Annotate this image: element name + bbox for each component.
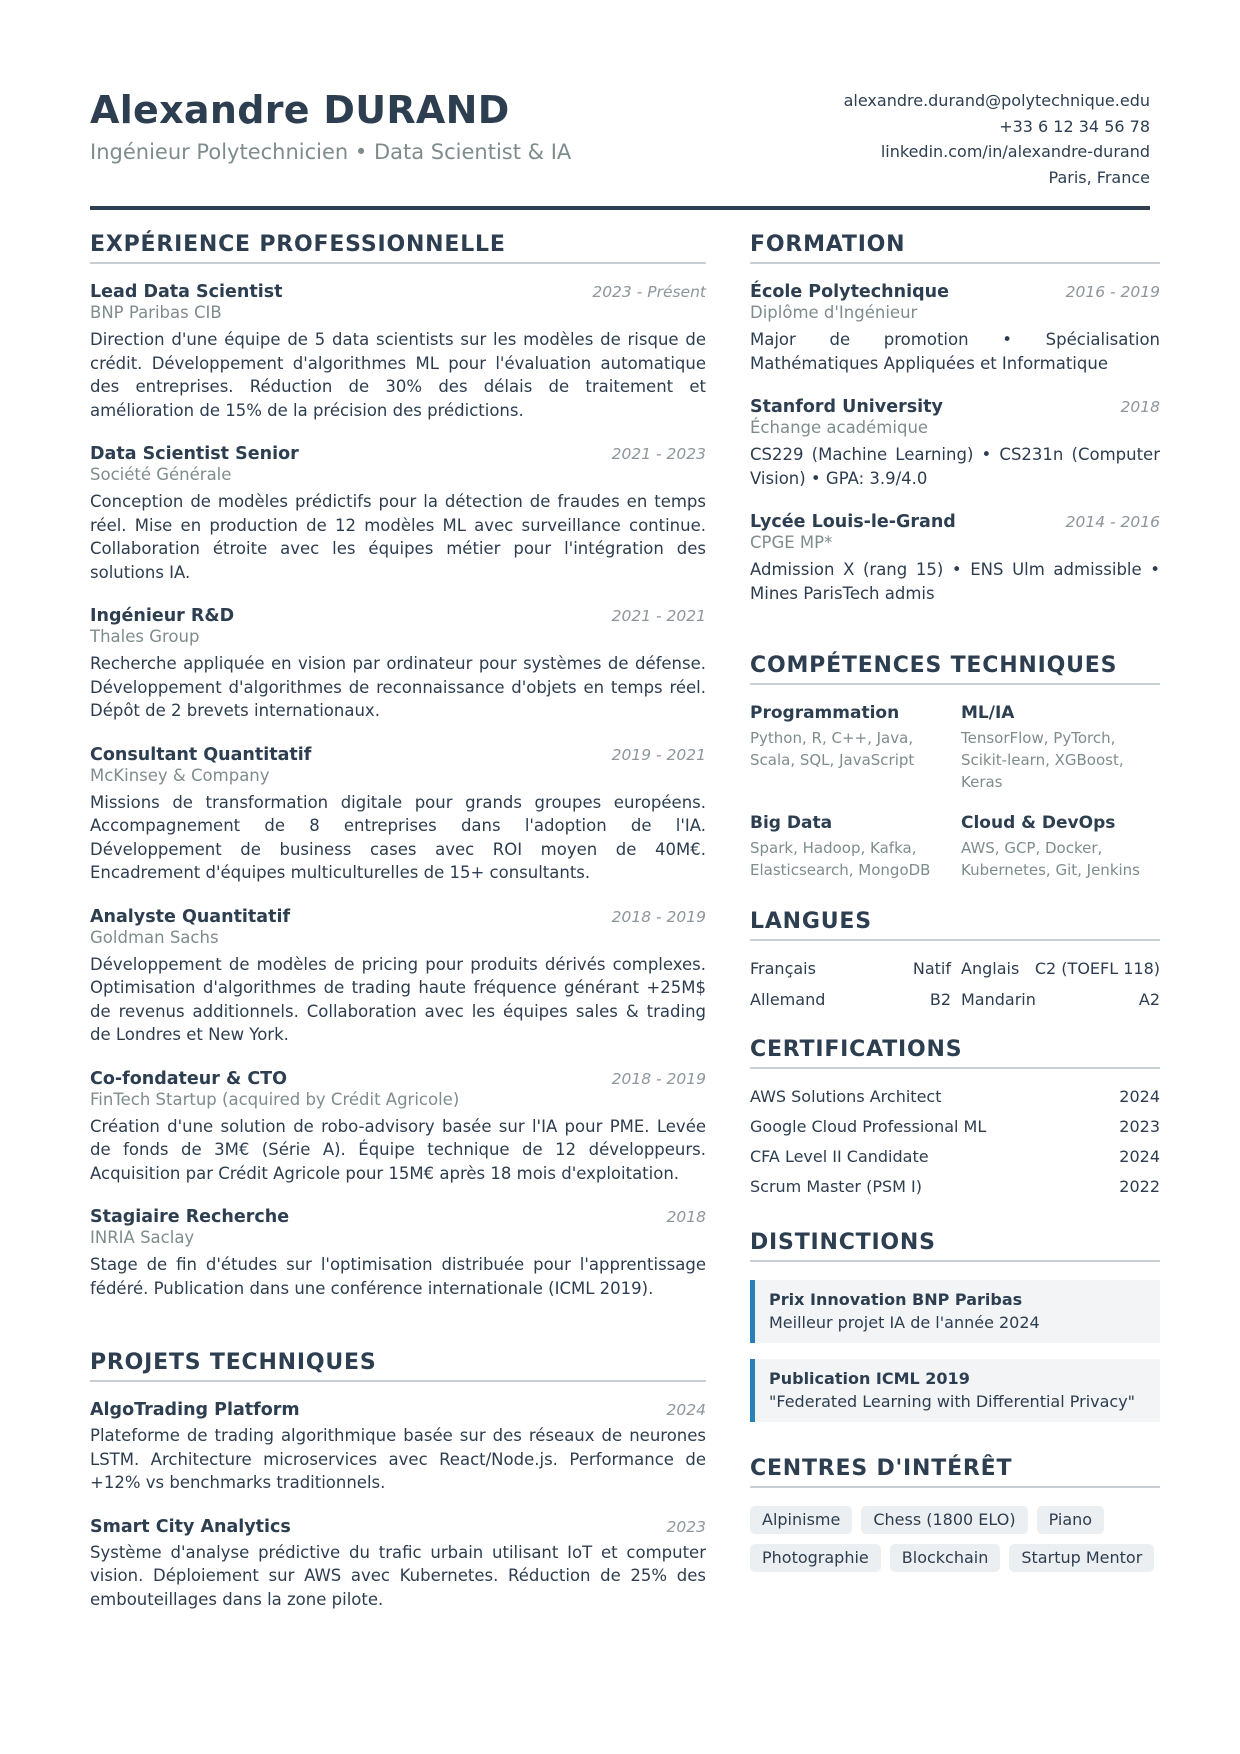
experience-dates: 2021 - 2021 <box>611 607 706 625</box>
language-item <box>750 959 961 978</box>
education-degree: Diplôme d'Ingénieur <box>750 303 918 322</box>
experience-role: Stagiaire Recherche <box>90 1207 290 1227</box>
education-school: École Polytechnique <box>750 282 949 302</box>
experience-entry <box>90 907 706 1047</box>
skill-category: ML/IA <box>961 703 1015 723</box>
language-item <box>961 990 1160 1009</box>
experience-entry <box>90 745 706 885</box>
experience-company: McKinsey & Company <box>90 765 270 785</box>
experience-entry <box>90 444 706 584</box>
experience-company: Goldman Sachs <box>90 927 219 947</box>
certification-name: CFA Level II Candidate <box>750 1147 929 1166</box>
experience-dates: 2023 - Présent <box>592 283 706 301</box>
experience-dates: 2019 - 2021 <box>611 745 706 764</box>
education-description: CS229 (Machine Learning) • CS231n (Computer Vision) • GPA: 3.9/4.0 <box>750 445 1160 488</box>
experience-entry <box>90 1207 706 1300</box>
project-description: Plateforme de trading algorithmique basée sur des réseaux de neurones LSTM. Architecture microservices avec React/Node.js. Performance de +12% vs benchmarks traditionnels. <box>90 1426 706 1492</box>
experience-role: Co-fondateur & CTO <box>90 1068 287 1089</box>
interest-tag: Chess (1800 ELO) <box>861 1506 1027 1534</box>
candidate-name: Alexandre DURAND <box>90 88 510 132</box>
experience-section-title: EXPÉRIENCE PROFESSIONNELLE <box>90 232 706 264</box>
experience-dates: 2018 - 2019 <box>611 1069 706 1088</box>
language-item <box>961 959 1160 978</box>
certification-item <box>750 1087 1160 1106</box>
experience-entry <box>90 1069 706 1186</box>
project-description: Système d'analyse prédictive du trafic urbain utilisant IoT et computer vision. Déploiement sur AWS avec Kubernetes. Réduction de 25% des embouteillages dans la zone pilote. <box>90 1542 706 1609</box>
contact-location: Paris, France <box>1048 167 1150 187</box>
skill-group <box>961 703 1160 793</box>
education-school: Stanford University <box>750 397 943 417</box>
experience-role: Analyste Quantitatif <box>90 906 291 927</box>
education-description: Admission X (rang 15) • ENS Ulm admissible • Mines ParisTech admis <box>750 560 1160 603</box>
skill-category: Cloud & DevOps <box>961 813 1116 833</box>
project-name: Smart City Analytics <box>90 1516 291 1537</box>
experience-role: Ingénieur R&D <box>90 606 235 626</box>
skill-category: Programmation <box>750 703 900 723</box>
project-year: 2024 <box>666 1401 706 1419</box>
experience-description: Création d'une solution de robo-advisory basée sur l'IA pour PME. Levée de fonds de 3M€ (Série A). Équipe technique de 12 développeurs. Acquisition par Crédit Agricole pour 15M€ après 18 mois d'exploitation. <box>90 1116 706 1183</box>
language-name: Français <box>750 959 816 978</box>
certification-year: 2022 <box>1119 1177 1160 1196</box>
skill-category: Big Data <box>750 813 833 833</box>
resume-header <box>90 0 1150 210</box>
contact-linkedin[interactable]: linkedin.com/in/alexandre-durand <box>880 142 1150 161</box>
education-dates: 2018 <box>1120 398 1160 416</box>
skill-list: TensorFlow, PyTorch, Scikit-learn, XGBoost, Keras <box>961 729 1124 791</box>
education-dates: 2014 - 2016 <box>1065 513 1160 531</box>
education-description: Major de promotion • Spécialisation Mathématiques Appliquées et Informatique <box>750 330 1160 373</box>
distinction-description: Meilleur projet IA de l'année 2024 <box>769 1313 1040 1332</box>
education-school: Lycée Louis-le-Grand <box>750 512 956 532</box>
certification-year: 2023 <box>1119 1117 1160 1136</box>
certification-year: 2024 <box>1119 1087 1160 1106</box>
language-name: Mandarin <box>961 990 1036 1009</box>
interest-tag: Blockchain <box>890 1544 1001 1572</box>
skills-grid <box>750 703 1160 881</box>
education-entry <box>750 397 1160 490</box>
interest-tag: Startup Mentor <box>1009 1544 1154 1572</box>
skills-section-title: COMPÉTENCES TECHNIQUES <box>750 653 1160 685</box>
languages-grid <box>750 959 1160 1009</box>
language-item <box>750 990 961 1009</box>
distinction-card <box>750 1280 1160 1343</box>
certification-name: AWS Solutions Architect <box>750 1087 942 1106</box>
language-name: Anglais <box>961 959 1020 978</box>
project-year: 2023 <box>666 1517 706 1536</box>
education-entry <box>750 282 1160 375</box>
certification-item <box>750 1117 1160 1136</box>
contact-block <box>844 88 1150 190</box>
experience-company: BNP Paribas CIB <box>90 303 222 322</box>
certifications-list <box>750 1087 1160 1196</box>
project-name: AlgoTrading Platform <box>90 1400 300 1420</box>
experience-description: Développement de modèles de pricing pour produits dérivés complexes. Optimisation d'algorithmes de trading haute fréquence générant +25M$ de revenus additionnels. Collaboration avec les équipes sales & trading de Londres et New York. <box>90 954 706 1044</box>
experience-role: Data Scientist Senior <box>90 444 299 464</box>
language-level: C2 (TOEFL 118) <box>1034 959 1160 978</box>
candidate-subtitle: Ingénieur Polytechnicien • Data Scientist & IA <box>90 140 572 164</box>
experience-description: Missions de transformation digitale pour grands groupes européens. Accompagnement de 8 entreprises dans l'adoption de l'IA. Développement de business cases avec ROI moyen de 40M€. Encadrement d'équipes multiculturelles de 15+ consultants. <box>90 792 706 882</box>
interests-section-title: CENTRES D'INTÉRÊT <box>750 1456 1160 1488</box>
education-dates: 2016 - 2019 <box>1065 283 1160 301</box>
interest-tag: Alpinisme <box>750 1506 852 1534</box>
certification-year: 2024 <box>1119 1147 1160 1166</box>
experience-company: INRIA Saclay <box>90 1228 195 1247</box>
experience-role: Consultant Quantitatif <box>90 744 312 765</box>
contact-phone: +33 6 12 34 56 78 <box>999 116 1150 136</box>
skill-group <box>750 813 961 881</box>
experience-entry <box>90 606 706 723</box>
contact-email[interactable]: alexandre.durand@polytechnique.edu <box>843 91 1150 110</box>
experience-company: Société Générale <box>90 465 232 484</box>
project-entry <box>90 1400 706 1495</box>
certification-name: Google Cloud Professional ML <box>750 1117 987 1136</box>
experience-description: Stage de fin d'études sur l'optimisation distribuée pour l'apprentissage fédéré. Publication dans une conférence internationale (ICML 2019). <box>90 1255 706 1298</box>
experience-company: Thales Group <box>90 627 200 646</box>
language-level: A2 <box>1138 990 1160 1009</box>
language-level: B2 <box>929 990 951 1009</box>
certification-item <box>750 1147 1160 1166</box>
experience-dates: 2018 - 2019 <box>611 907 706 926</box>
skill-list: Spark, Hadoop, Kafka, Elasticsearch, MongoDB <box>750 839 931 879</box>
certification-name: Scrum Master (PSM I) <box>750 1177 922 1196</box>
education-degree: Échange académique <box>750 418 929 437</box>
experience-company: FinTech Startup (acquired by Crédit Agricole) <box>90 1089 460 1109</box>
languages-section-title: LANGUES <box>750 909 1160 941</box>
experience-dates: 2021 - 2023 <box>611 445 706 463</box>
experience-dates: 2018 <box>666 1208 706 1226</box>
experience-description: Conception de modèles prédictifs pour la détection de fraudes en temps réel. Mise en production de 12 modèles ML avec surveillance continue. Collaboration étroite avec les équipes métier pour l'intégration des solutions IA. <box>90 492 706 582</box>
skill-list: AWS, GCP, Docker, Kubernetes, Git, Jenkins <box>961 839 1140 879</box>
skill-list: Python, R, C++, Java, Scala, SQL, JavaScript <box>750 729 915 769</box>
distinction-card <box>750 1359 1160 1422</box>
interests-tags <box>750 1506 1160 1572</box>
project-entry <box>90 1517 706 1612</box>
experience-description: Direction d'une équipe de 5 data scientists sur les modèles de risque de crédit. Développement d'algorithmes ML pour l'évaluation automatique des entreprises. Réduction de 30% des délais de traitement et amélioration de 15% de la précision des prédictions. <box>90 330 706 420</box>
distinction-title: Publication ICML 2019 <box>769 1369 970 1388</box>
distinction-description: "Federated Learning with Differential Privacy" <box>769 1392 1136 1411</box>
interest-tag: Photographie <box>750 1544 881 1572</box>
projects-section-title: PROJETS TECHNIQUES <box>90 1350 706 1382</box>
right-column <box>750 232 1160 1572</box>
certifications-section-title: CERTIFICATIONS <box>750 1037 1160 1069</box>
skill-group <box>750 703 961 793</box>
left-column <box>90 232 706 1633</box>
skill-group <box>961 813 1160 881</box>
certification-item <box>750 1177 1160 1196</box>
distinctions-section-title: DISTINCTIONS <box>750 1230 1160 1262</box>
experience-description: Recherche appliquée en vision par ordinateur pour systèmes de défense. Développement d'algorithmes de reconnaissance d'objets en temps réel. Dépôt de 2 brevets internationaux. <box>90 654 706 720</box>
education-degree: CPGE MP* <box>750 533 833 552</box>
education-entry <box>750 512 1160 605</box>
education-section-title: FORMATION <box>750 232 1160 264</box>
distinction-title: Prix Innovation BNP Paribas <box>769 1290 1023 1309</box>
language-level: Natif <box>912 959 951 978</box>
experience-entry <box>90 282 706 422</box>
interest-tag: Piano <box>1037 1506 1104 1534</box>
language-name: Allemand <box>750 990 826 1009</box>
experience-role: Lead Data Scientist <box>90 282 283 302</box>
